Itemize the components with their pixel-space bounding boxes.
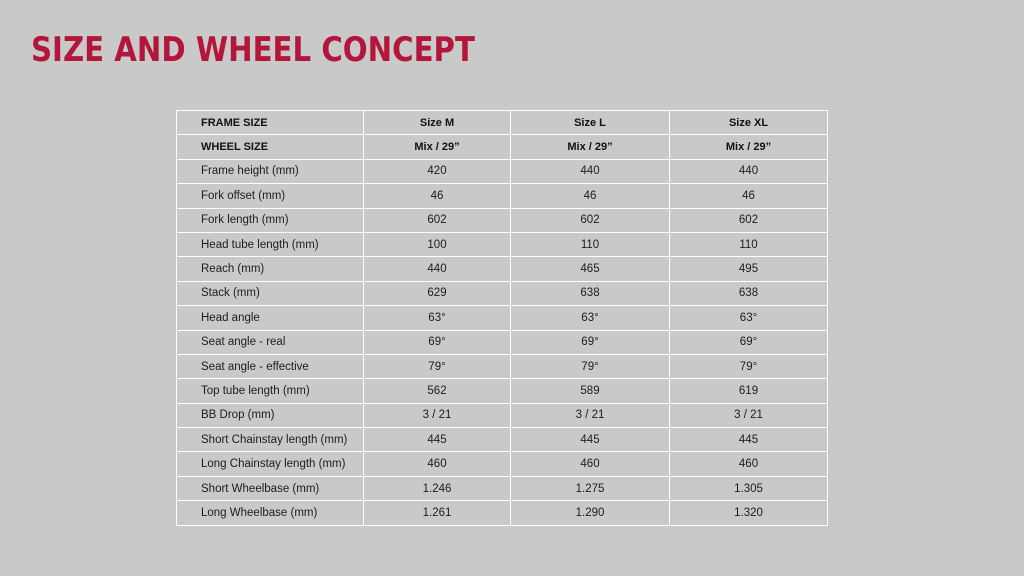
table-row bbox=[177, 379, 828, 403]
row-label: Fork length (mm) bbox=[177, 208, 364, 232]
table-row bbox=[177, 159, 828, 183]
row-label: Long Wheelbase (mm) bbox=[177, 501, 364, 525]
table-cell: 602 bbox=[511, 208, 670, 232]
table-cell: 638 bbox=[511, 281, 670, 305]
row-label: Top tube length (mm) bbox=[177, 379, 364, 403]
table-cell: 46 bbox=[670, 184, 828, 208]
table-cell: 420 bbox=[364, 159, 511, 183]
table-cell: 562 bbox=[364, 379, 511, 403]
row-label: Head tube length (mm) bbox=[177, 232, 364, 256]
table-row bbox=[177, 257, 828, 281]
table-row bbox=[177, 452, 828, 476]
geometry-table-body bbox=[177, 111, 828, 526]
table-cell: 1.275 bbox=[511, 476, 670, 500]
table-row bbox=[177, 306, 828, 330]
table-cell: 445 bbox=[511, 428, 670, 452]
table-row bbox=[177, 232, 828, 256]
wheel-size-xl: Mix / 29” bbox=[670, 135, 828, 159]
table-cell: 602 bbox=[670, 208, 828, 232]
table-row bbox=[177, 184, 828, 208]
table-row bbox=[177, 403, 828, 427]
row-label: Long Chainstay length (mm) bbox=[177, 452, 364, 476]
table-cell: 79° bbox=[364, 354, 511, 378]
table-cell: 445 bbox=[364, 428, 511, 452]
table-cell: 589 bbox=[511, 379, 670, 403]
table-cell: 1.290 bbox=[511, 501, 670, 525]
table-cell: 440 bbox=[511, 159, 670, 183]
table-cell: 79° bbox=[511, 354, 670, 378]
table-cell: 46 bbox=[511, 184, 670, 208]
table-cell: 69° bbox=[670, 330, 828, 354]
header-row-frame-size bbox=[177, 111, 828, 135]
table-cell: 3 / 21 bbox=[364, 403, 511, 427]
table-cell: 110 bbox=[511, 232, 670, 256]
row-label: Stack (mm) bbox=[177, 281, 364, 305]
table-cell: 602 bbox=[364, 208, 511, 232]
row-label: Fork offset (mm) bbox=[177, 184, 364, 208]
table-cell: 63° bbox=[364, 306, 511, 330]
table-cell: 63° bbox=[511, 306, 670, 330]
table-row bbox=[177, 428, 828, 452]
table-cell: 460 bbox=[670, 452, 828, 476]
table-cell: 110 bbox=[670, 232, 828, 256]
table-cell: 460 bbox=[364, 452, 511, 476]
table-cell: 460 bbox=[511, 452, 670, 476]
table-row bbox=[177, 476, 828, 500]
table-cell: 445 bbox=[670, 428, 828, 452]
table-row bbox=[177, 208, 828, 232]
table-row bbox=[177, 281, 828, 305]
table-cell: 3 / 21 bbox=[511, 403, 670, 427]
table-row bbox=[177, 330, 828, 354]
row-label: Frame height (mm) bbox=[177, 159, 364, 183]
row-label: Reach (mm) bbox=[177, 257, 364, 281]
table-cell: 100 bbox=[364, 232, 511, 256]
geometry-table bbox=[176, 110, 828, 526]
table-cell: 3 / 21 bbox=[670, 403, 828, 427]
table-row bbox=[177, 354, 828, 378]
header-row-wheel-size bbox=[177, 135, 828, 159]
table-cell: 1.305 bbox=[670, 476, 828, 500]
table-cell: 1.320 bbox=[670, 501, 828, 525]
column-header-size-m: Size M bbox=[364, 111, 511, 135]
row-label: Seat angle - effective bbox=[177, 354, 364, 378]
table-cell: 638 bbox=[670, 281, 828, 305]
table-cell: 440 bbox=[364, 257, 511, 281]
row-label: Seat angle - real bbox=[177, 330, 364, 354]
page-title: SIZE AND WHEEL CONCEPT bbox=[31, 30, 475, 70]
table-cell: 465 bbox=[511, 257, 670, 281]
table-cell: 1.261 bbox=[364, 501, 511, 525]
table-cell: 69° bbox=[364, 330, 511, 354]
row-label: Short Wheelbase (mm) bbox=[177, 476, 364, 500]
table-cell: 629 bbox=[364, 281, 511, 305]
row-label: BB Drop (mm) bbox=[177, 403, 364, 427]
table-cell: 495 bbox=[670, 257, 828, 281]
table-cell: 79° bbox=[670, 354, 828, 378]
table-cell: 63° bbox=[670, 306, 828, 330]
column-header-size-l: Size L bbox=[511, 111, 670, 135]
row-label: Head angle bbox=[177, 306, 364, 330]
table-cell: 440 bbox=[670, 159, 828, 183]
table-cell: 46 bbox=[364, 184, 511, 208]
table-cell: 619 bbox=[670, 379, 828, 403]
wheel-size-m: Mix / 29” bbox=[364, 135, 511, 159]
row-label: FRAME SIZE bbox=[177, 111, 364, 135]
wheel-size-l: Mix / 29” bbox=[511, 135, 670, 159]
table-cell: 69° bbox=[511, 330, 670, 354]
row-label: WHEEL SIZE bbox=[177, 135, 364, 159]
table-cell: 1.246 bbox=[364, 476, 511, 500]
column-header-size-xl: Size XL bbox=[670, 111, 828, 135]
table-row bbox=[177, 501, 828, 525]
row-label: Short Chainstay length (mm) bbox=[177, 428, 364, 452]
